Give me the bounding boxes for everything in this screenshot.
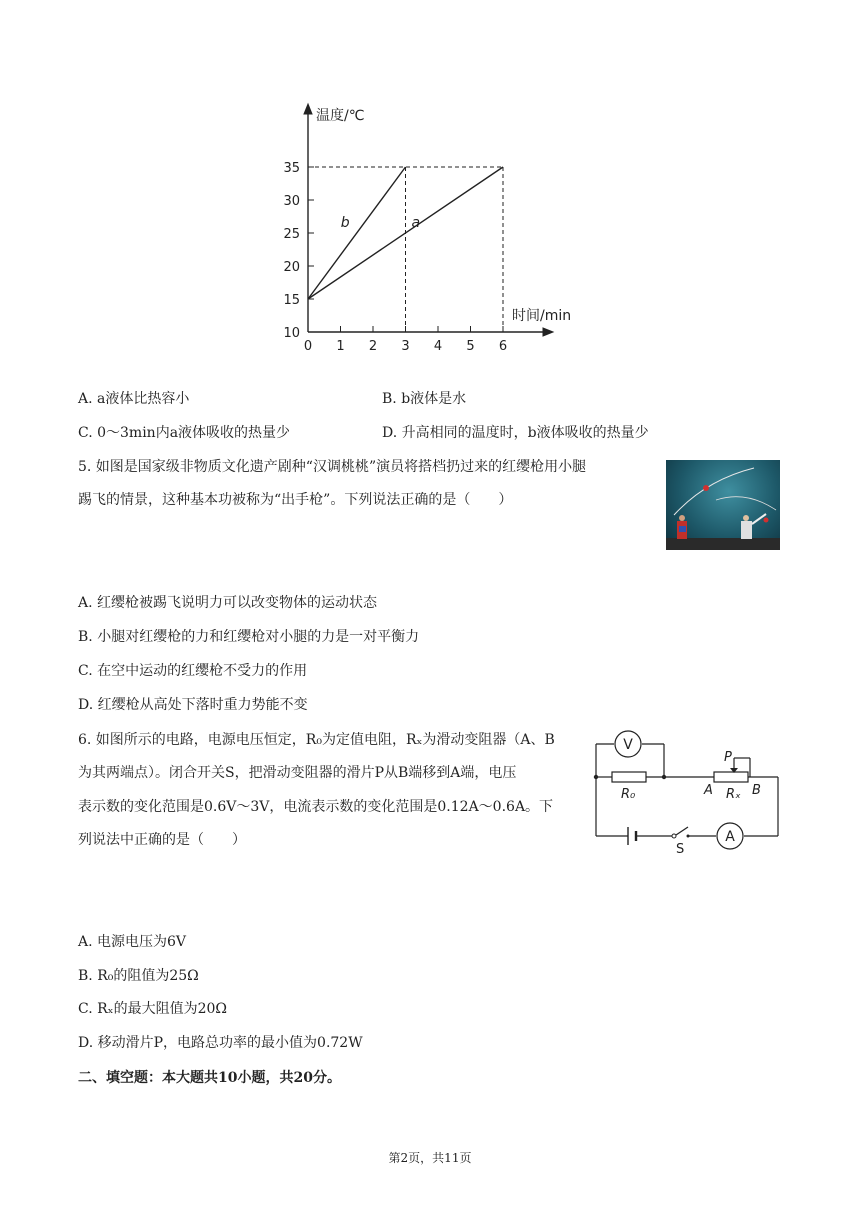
x-tick-label: 2	[368, 339, 378, 354]
svg-text:A: A	[725, 829, 735, 845]
rheostat-rx	[714, 772, 748, 782]
section-heading: 二、填空题：本大题共10小题，共20分。	[78, 1070, 341, 1086]
y-tick-label: 35	[283, 161, 300, 176]
x-tick-label: 3	[401, 339, 410, 354]
x-tick-label: 4	[433, 339, 443, 354]
q4-option-c[interactable]: C. 0～3min内a液体吸收的热量少	[78, 425, 291, 441]
label-end-a: A	[704, 783, 713, 798]
q6-stem-line4: 列说法中正确的是（ ）	[78, 832, 246, 848]
q5-option-b[interactable]: B. 小腿对红缨枪的力和红缨枪对小腿的力是一对平衡力	[78, 629, 420, 645]
ammeter-icon	[717, 823, 743, 849]
q6-option-a[interactable]: A. 电源电压为6V	[78, 934, 187, 950]
q6-stem-line2: 为其两端点）。闭合开关S，把滑动变阻器的滑片P从B端移到A端，电压	[78, 765, 517, 781]
x-axis-arrow-icon	[543, 328, 553, 336]
y-tick-label: 30	[283, 194, 300, 209]
q5-option-a[interactable]: A. 红缨枪被踢飞说明力可以改变物体的运动状态	[78, 595, 378, 611]
q4-option-b[interactable]: B. b液体是水	[382, 391, 467, 407]
series-label-b: b	[340, 215, 350, 231]
label-end-b: B	[752, 783, 761, 798]
y-axis-label: 温度/℃	[316, 108, 365, 124]
q5-option-d[interactable]: D. 红缨枪从高处下落时重力势能不变	[78, 697, 308, 713]
q4-option-a[interactable]: A. a液体比热容小	[78, 391, 190, 407]
switch-icon	[672, 827, 690, 838]
opera-performance-photo	[666, 460, 780, 550]
q5-option-c[interactable]: C. 在空中运动的红缨枪不受力的作用	[78, 663, 308, 679]
voltmeter-icon	[615, 731, 641, 757]
x-tick-label: 1	[336, 339, 345, 354]
q5-stem-line1: 5. 如图是国家级非物质文化遗产剧种“汉调桃桃”演员将搭档扔过来的红缨枪用小腿	[78, 459, 587, 475]
x-tick-label: 6	[498, 339, 508, 354]
y-tick-label: 25	[283, 227, 300, 242]
battery-icon	[628, 827, 636, 845]
q5-stem-line2: 踢飞的情景，这种基本功被称为“出手枪”。下列说法正确的是（ ）	[78, 492, 513, 508]
page-footer: 第2页，共11页	[388, 1151, 472, 1165]
resistor-r0	[612, 772, 646, 782]
svg-text:V: V	[623, 737, 633, 753]
y-axis-arrow-icon	[304, 104, 312, 114]
label-p: P	[724, 750, 732, 765]
temperature-time-chart	[270, 96, 590, 360]
y-tick-label: 10	[283, 326, 300, 341]
series-line-b	[308, 167, 406, 299]
q4-option-d[interactable]: D. 升高相同的温度时，b液体吸收的热量少	[382, 425, 649, 441]
y-tick-label: 20	[283, 260, 300, 275]
y-tick-label: 15	[283, 293, 300, 308]
q6-option-b[interactable]: B. R₀的阻值为25Ω	[78, 968, 199, 984]
q6-stem-line1: 6. 如图所示的电路，电源电压恒定，R₀为定值电阻，Rₓ为滑动变阻器（A、B	[78, 732, 555, 748]
label-r0: R₀	[621, 787, 636, 802]
q6-option-d[interactable]: D. 移动滑片P，电路总功率的最小值为0.72W	[78, 1035, 363, 1051]
series-label-a: a	[411, 215, 421, 231]
x-tick-label: 0	[303, 339, 313, 354]
x-tick-label: 5	[466, 339, 475, 354]
q6-stem-line3: 表示数的变化范围是0.6V～3V，电流表示数的变化范围是0.12A～0.6A。下	[78, 799, 554, 815]
label-switch: S	[676, 842, 685, 857]
q6-option-c[interactable]: C. Rₓ的最大阻值为20Ω	[78, 1001, 228, 1017]
label-rx: Rₓ	[726, 787, 741, 802]
circuit-diagram	[590, 728, 786, 860]
x-axis-label: 时间/min	[512, 308, 572, 324]
